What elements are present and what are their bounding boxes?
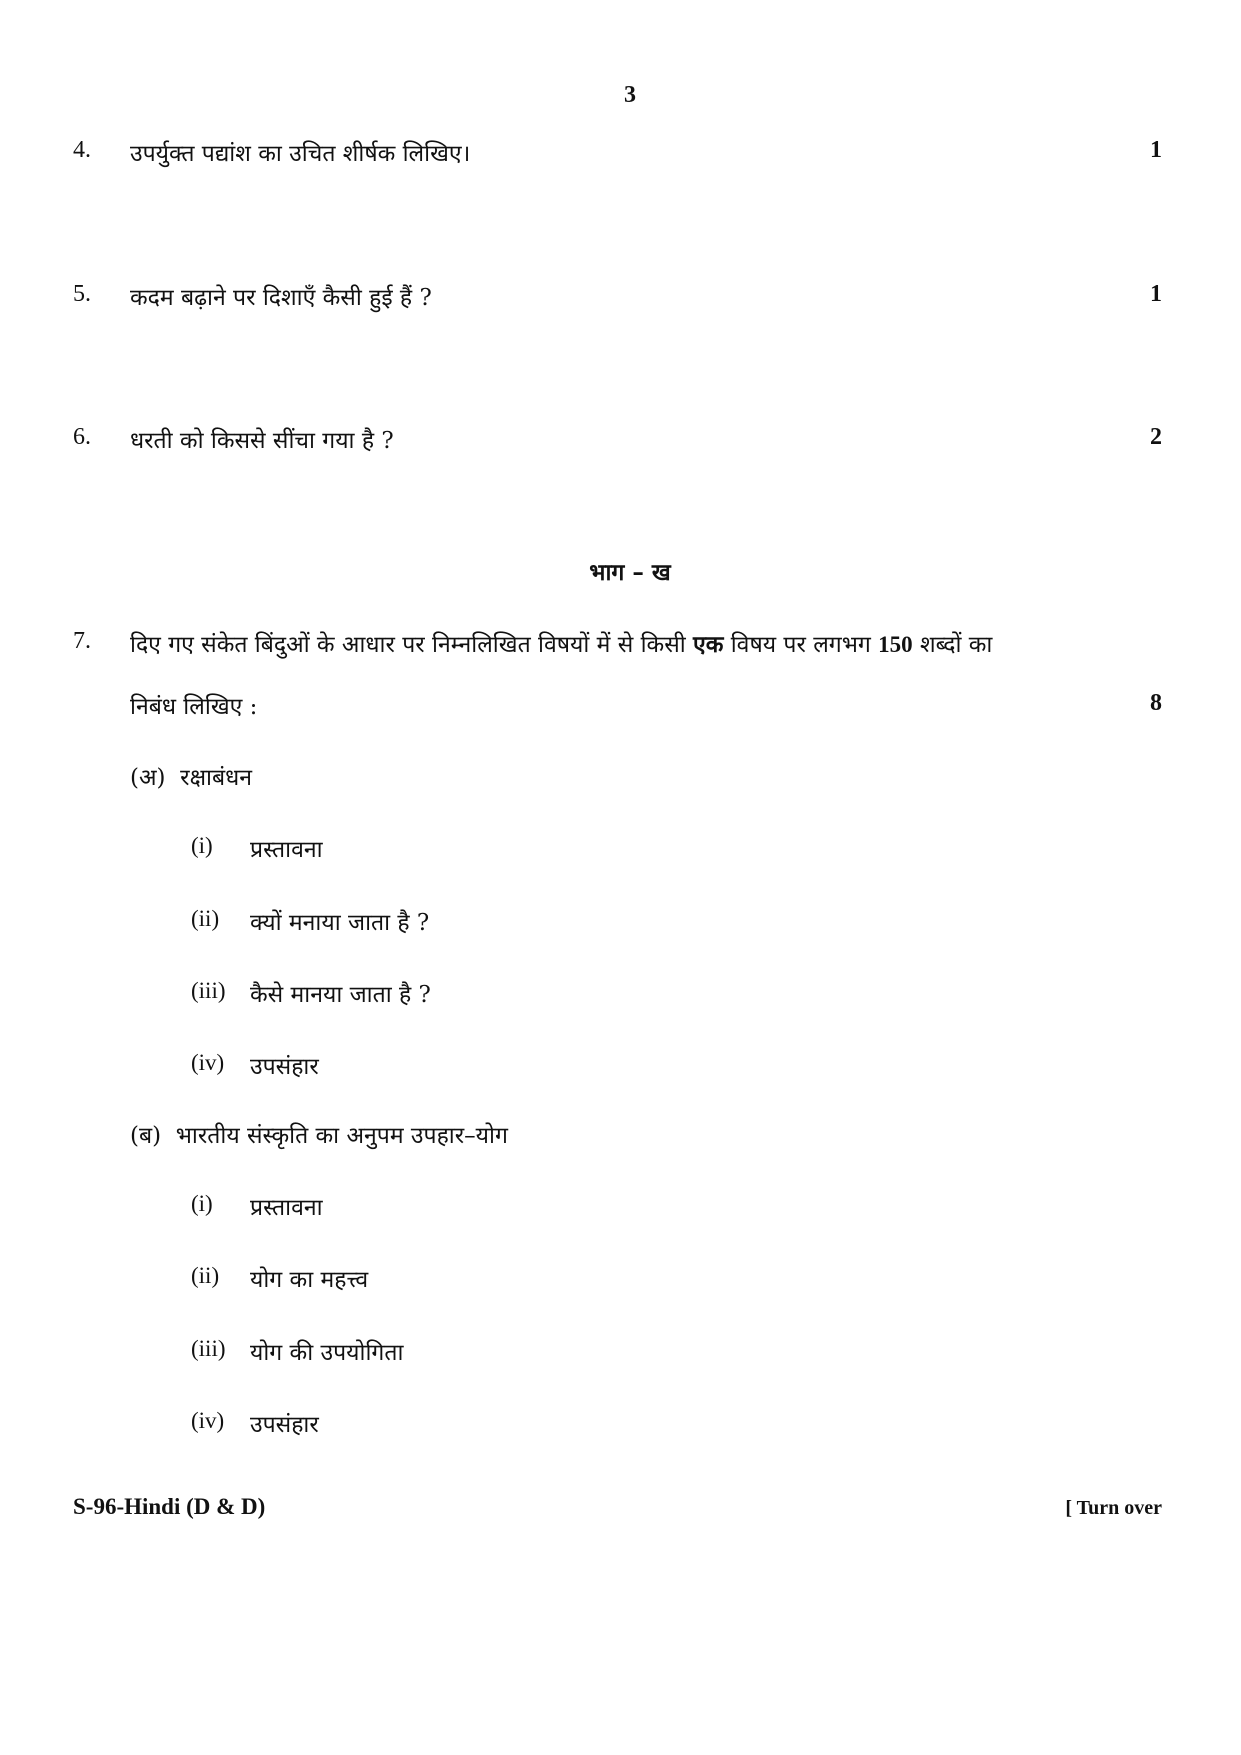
option-title: रक्षाबंधन xyxy=(180,765,253,791)
question-marks: 1 xyxy=(1150,281,1162,307)
question-text: कदम बढ़ाने पर दिशाएँ कैसी हुई हैं ? xyxy=(130,285,432,311)
point-number: (i) xyxy=(191,833,213,858)
point-text: उपसंहार xyxy=(250,1054,319,1080)
point-number: (ii) xyxy=(191,1263,220,1288)
option-label: (अ) xyxy=(130,765,166,791)
point-text: योग की उपयोगिता xyxy=(250,1340,404,1366)
point-text: क्यों मनाया जाता है ? xyxy=(250,910,430,936)
point-text: कैसे मानया जाता है ? xyxy=(250,982,431,1008)
point-number: (iii) xyxy=(191,978,226,1003)
question-marks: 1 xyxy=(1150,137,1162,163)
point-number: (ii) xyxy=(191,906,220,931)
question-text: धरती को किससे सींचा गया है ? xyxy=(130,428,394,454)
point-number: (i) xyxy=(191,1191,213,1216)
question-marks: 2 xyxy=(1150,424,1162,450)
point-text: प्रस्तावना xyxy=(250,1195,323,1221)
question-number: 4. xyxy=(73,137,91,163)
essay-option-b xyxy=(130,1118,508,1150)
question-marks: 8 xyxy=(1150,690,1162,716)
page-number: 3 xyxy=(624,82,636,108)
point-number: (iii) xyxy=(191,1336,226,1361)
point-text: उपसंहार xyxy=(250,1412,319,1438)
point-number: (iv) xyxy=(191,1408,225,1433)
paper-code: S-96-Hindi (D & D) xyxy=(73,1494,266,1519)
question-7-line-2: निबंध लिखिए : xyxy=(130,694,258,720)
q7-text-part: दिए गए संकेत बिंदुओं के आधार पर निम्नलिखित विषयों में से किसी xyxy=(130,632,694,658)
question-text: उपर्युक्त पद्यांश का उचित शीर्षक लिखिए। xyxy=(130,141,471,167)
option-label: (ब) xyxy=(130,1123,162,1149)
question-number: 7. xyxy=(73,628,91,654)
point-number: (iv) xyxy=(191,1050,225,1075)
question-number: 5. xyxy=(73,281,91,307)
section-heading: भाग – ख xyxy=(589,559,671,586)
point-text: योग का महत्त्व xyxy=(250,1267,369,1293)
q7-word-count: 150 xyxy=(878,632,913,657)
question-7-line-1 xyxy=(130,627,992,659)
point-text: प्रस्तावना xyxy=(250,837,323,863)
question-number: 6. xyxy=(73,424,91,450)
q7-emphasis-one: एक xyxy=(693,631,724,658)
essay-option-a xyxy=(130,760,252,792)
turn-over-note: [ Turn over xyxy=(1065,1497,1162,1519)
q7-text-part: शब्दों का xyxy=(912,632,993,658)
option-title: भारतीय संस्कृति का अनुपम उपहार–योग xyxy=(175,1123,508,1149)
q7-text-part: विषय पर लगभग xyxy=(723,632,879,658)
